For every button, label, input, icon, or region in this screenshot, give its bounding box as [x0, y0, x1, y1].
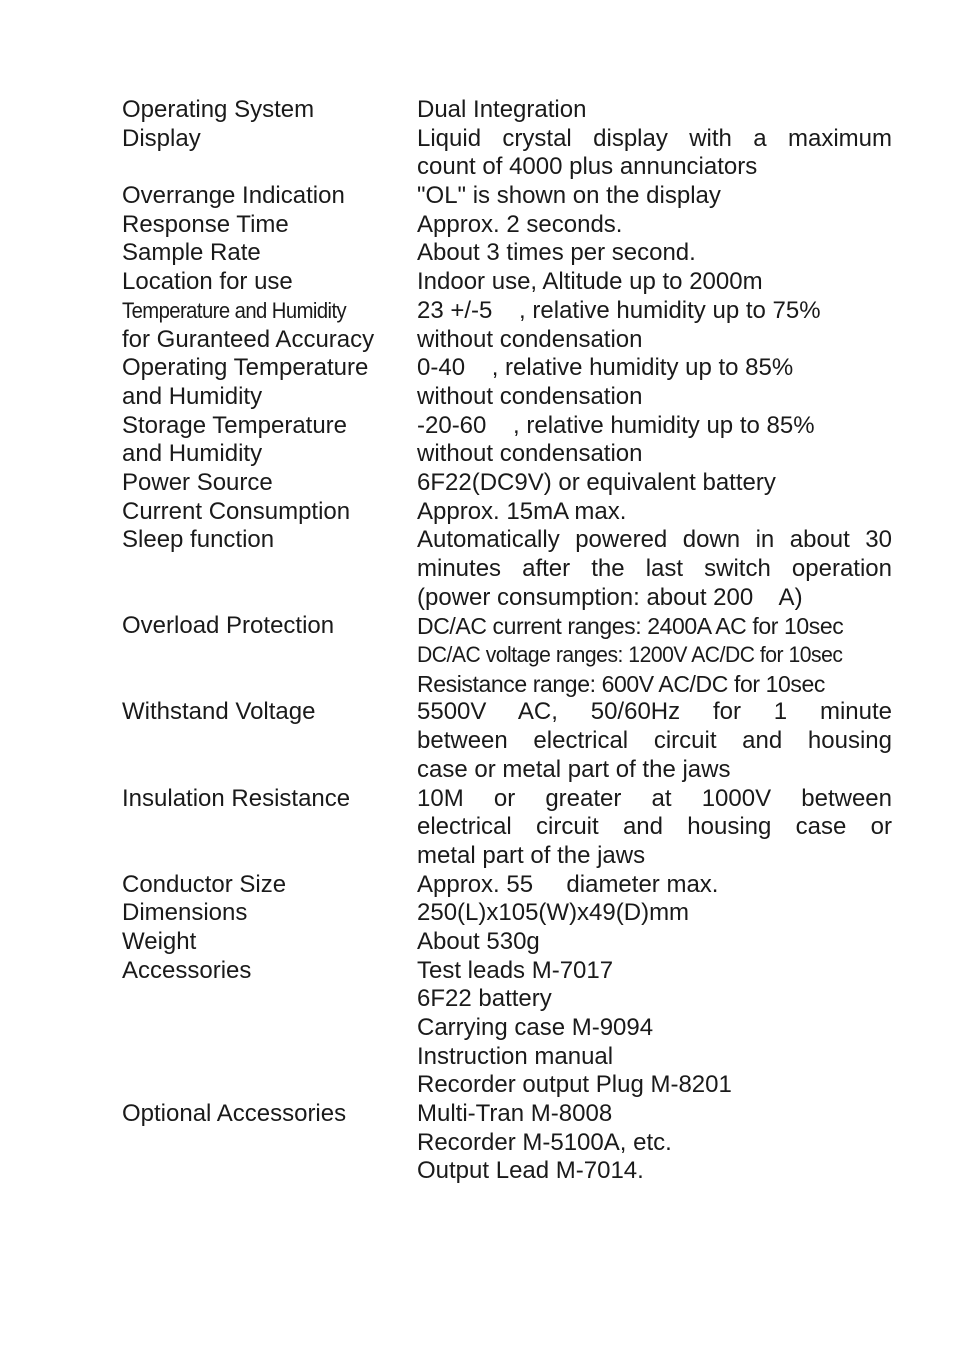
- spec-label: [122, 871, 417, 900]
- spec-label-line: Current Consumption: [122, 497, 351, 525]
- spec-value: [417, 239, 892, 268]
- spec-label-line: Operating Temperature: [122, 354, 369, 382]
- spec-row-conductor-size: [122, 871, 892, 900]
- spec-value-line: Approx. 15mA max.: [417, 497, 627, 525]
- spec-value-line: without condensation: [417, 382, 643, 410]
- spec-row-sleep-function: [122, 526, 892, 612]
- spec-value-line: Automatically powered down in about 30: [417, 526, 892, 554]
- spec-value-line: 23 +/-5 , relative humidity up to 75%: [417, 296, 821, 324]
- spec-row-operating-temperature-humidity: [122, 354, 892, 411]
- spec-value-line: 6F22 battery: [417, 985, 552, 1013]
- spec-value: [417, 785, 892, 871]
- spec-row-location-for-use: [122, 268, 892, 297]
- spec-value: [417, 899, 892, 928]
- spec-value-line: Approx. 55 diameter max.: [417, 870, 719, 898]
- spec-row-storage-temperature-humidity: [122, 412, 892, 469]
- spec-value-line: About 530g: [417, 927, 540, 955]
- spec-row-weight: [122, 928, 892, 957]
- spec-value-line: Dual Integration: [417, 96, 587, 123]
- spec-value-line: 10M or greater at 1000V between: [417, 784, 892, 812]
- spec-label: [122, 96, 417, 125]
- spec-label: [122, 354, 417, 411]
- spec-value-line: 6F22(DC9V) or equivalent battery: [417, 468, 776, 496]
- spec-value: [417, 928, 892, 957]
- spec-label: [122, 899, 417, 928]
- spec-value-line: Liquid crystal display with a maximum: [417, 124, 892, 152]
- spec-value-line: Resistance range: 600V AC/DC for 10sec: [417, 670, 825, 697]
- spec-value: [417, 125, 892, 182]
- spec-label: [122, 957, 417, 986]
- spec-value-line: Recorder output Plug M-8201: [417, 1071, 732, 1099]
- spec-row-dimensions: [122, 899, 892, 928]
- spec-value-line: Indoor use, Altitude up to 2000m: [417, 268, 763, 296]
- spec-label-line: Overload Protection: [122, 612, 335, 640]
- spec-value-line: -20-60 , relative humidity up to 85%: [417, 411, 815, 439]
- spec-label: [122, 698, 417, 727]
- spec-value-line: 5500V AC, 50/60Hz for 1 minute: [417, 698, 892, 726]
- spec-label-line: Sleep function: [122, 526, 275, 554]
- spec-value-line: About 3 times per second.: [417, 239, 696, 267]
- spec-value: [417, 698, 892, 784]
- spec-label: [122, 469, 417, 498]
- spec-value: [417, 526, 892, 612]
- spec-value-line: metal part of the jaws: [417, 841, 646, 869]
- spec-value: [417, 871, 892, 900]
- spec-label: [122, 125, 417, 154]
- spec-row-overload-protection: [122, 612, 892, 698]
- spec-value: [417, 211, 892, 240]
- spec-row-sample-rate: [122, 239, 892, 268]
- spec-row-power-source: [122, 469, 892, 498]
- spec-value-line: Output Lead M-7014.: [417, 1157, 644, 1185]
- spec-row-overrange-indication: [122, 182, 892, 211]
- spec-label-line: Power Source: [122, 468, 273, 496]
- spec-label: [122, 211, 417, 240]
- spec-value: [417, 354, 892, 411]
- spec-value-line: "OL" is shown on the display: [417, 182, 721, 210]
- spec-label-line: Temperature and Humidity: [122, 297, 347, 323]
- spec-value-line: electrical circuit and housing case or: [417, 813, 892, 841]
- spec-label-line: Insulation Resistance: [122, 784, 351, 812]
- spec-value: [417, 412, 892, 469]
- spec-value-line: (power consumption: about 200 A): [417, 583, 803, 611]
- spec-label-line: Display: [122, 124, 201, 152]
- spec-label-line: Sample Rate: [122, 239, 261, 267]
- spec-label-line: Weight: [122, 927, 197, 955]
- spec-label-line: Accessories: [122, 956, 252, 984]
- spec-label-line: Withstand Voltage: [122, 698, 316, 726]
- spec-value-line: Approx. 2 seconds.: [417, 210, 623, 238]
- specifications-table: [122, 96, 892, 1186]
- spec-value-line: without condensation: [417, 440, 643, 468]
- spec-label-line: Overrange Indication: [122, 182, 345, 210]
- spec-value: [417, 96, 892, 125]
- spec-label: [122, 297, 417, 354]
- spec-label-line: Dimensions: [122, 899, 248, 927]
- spec-value-line: Multi-Tran M-8008: [417, 1100, 613, 1128]
- spec-value-line: Instruction manual: [417, 1042, 614, 1070]
- spec-label: [122, 498, 417, 527]
- spec-row-response-time: [122, 211, 892, 240]
- spec-value-line: DC/AC voltage ranges: 1200V AC/DC for 10sec: [417, 642, 843, 668]
- spec-label-line: Optional Accessories: [122, 1100, 347, 1128]
- spec-row-accuracy-temperature-humidity: [122, 297, 892, 354]
- spec-value: [417, 182, 892, 211]
- spec-value-line: Test leads M-7017: [417, 956, 614, 984]
- spec-row-current-consumption: [122, 498, 892, 527]
- spec-value-line: between electrical circuit and housing: [417, 727, 892, 755]
- spec-value: [417, 498, 892, 527]
- spec-value-line: 0-40 , relative humidity up to 85%: [417, 354, 794, 382]
- spec-value: [417, 1100, 892, 1186]
- spec-value-line: Recorder M-5100A, etc.: [417, 1128, 672, 1156]
- spec-label-line: and Humidity: [122, 440, 263, 468]
- spec-row-insulation-resistance: [122, 785, 892, 871]
- spec-row-operating-system: [122, 96, 892, 125]
- spec-value-line: case or metal part of the jaws: [417, 755, 731, 783]
- spec-row-withstand-voltage: [122, 698, 892, 784]
- spec-value: [417, 612, 892, 698]
- spec-label-line: and Humidity: [122, 382, 263, 410]
- spec-label: [122, 1100, 417, 1129]
- spec-value: [417, 469, 892, 498]
- spec-label: [122, 239, 417, 268]
- spec-label: [122, 268, 417, 297]
- spec-label-line: Location for use: [122, 268, 293, 296]
- spec-value-line: minutes after the last switch operation: [417, 555, 892, 582]
- spec-label: [122, 412, 417, 469]
- spec-label: [122, 526, 417, 555]
- spec-value: [417, 268, 892, 297]
- spec-label-line: Operating System: [122, 96, 315, 123]
- spec-label-line: for Guranteed Accuracy: [122, 325, 375, 353]
- spec-value-line: DC/AC current ranges: 2400A AC for 10sec: [417, 613, 844, 640]
- spec-value-line: count of 4000 plus annunciators: [417, 153, 758, 181]
- spec-row-accessories: [122, 957, 892, 1100]
- spec-row-display: [122, 125, 892, 182]
- spec-label-line: Conductor Size: [122, 870, 287, 898]
- spec-value-line: Carrying case M-9094: [417, 1014, 654, 1041]
- spec-label-line: Response Time: [122, 210, 289, 238]
- spec-value: [417, 957, 892, 1100]
- spec-label-line: Storage Temperature: [122, 411, 348, 439]
- spec-label: [122, 612, 417, 641]
- spec-value-line: without condensation: [417, 325, 643, 353]
- spec-row-optional-accessories: [122, 1100, 892, 1186]
- spec-value-line: 250(L)x105(W)x49(D)mm: [417, 899, 690, 927]
- spec-label: [122, 928, 417, 957]
- spec-label: [122, 182, 417, 211]
- spec-value: [417, 297, 892, 354]
- spec-label: [122, 785, 417, 814]
